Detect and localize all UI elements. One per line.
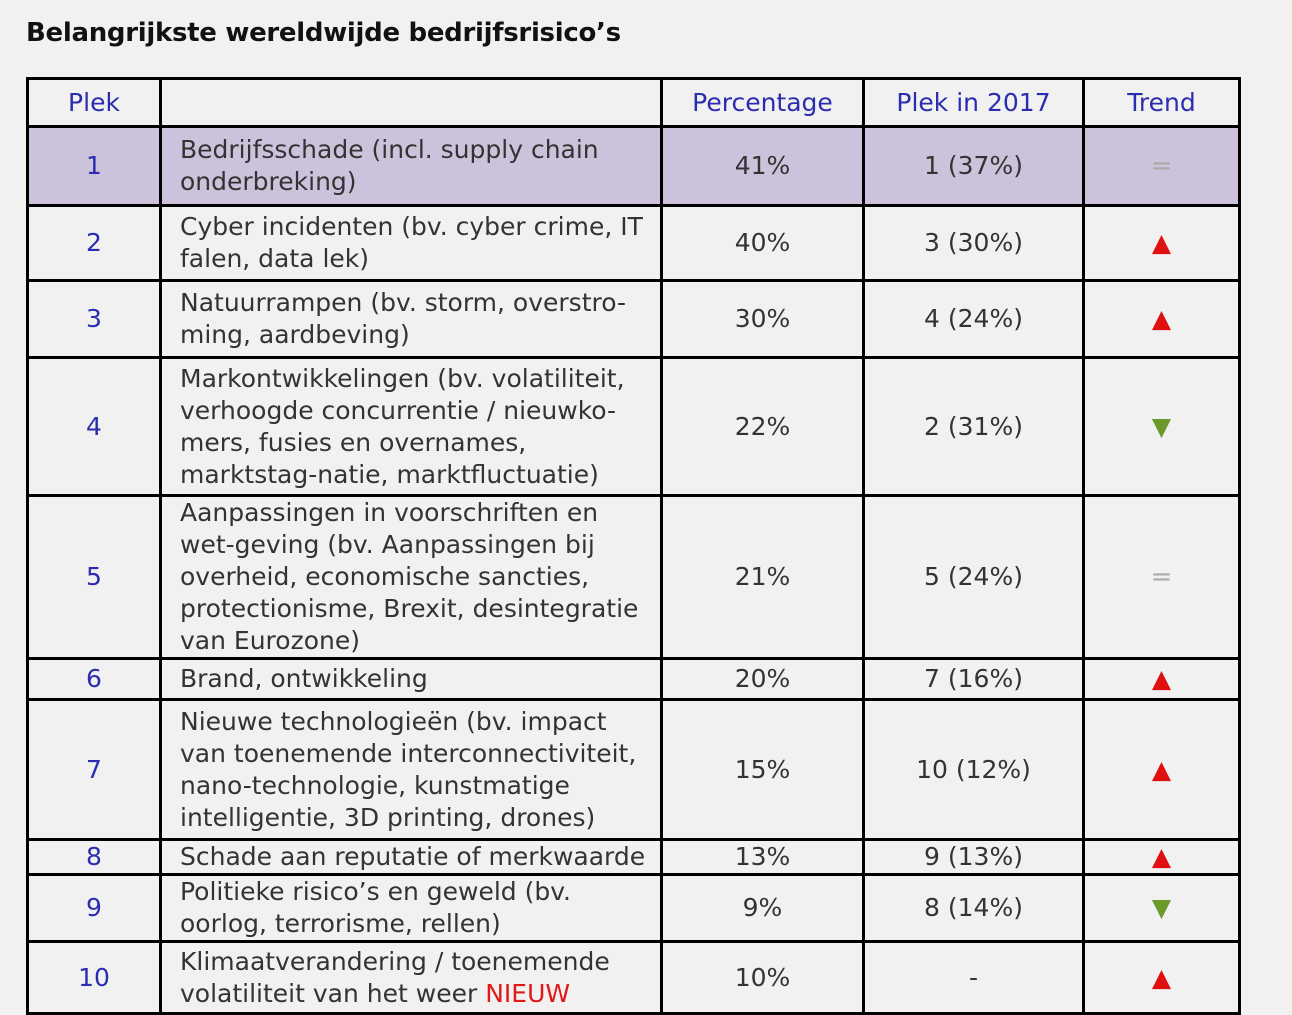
trend-up-icon: ▲ [1084, 840, 1240, 875]
table-row [28, 659, 1240, 700]
table-row [28, 281, 1240, 358]
rank-cell: 5 [28, 496, 161, 659]
rank-cell: 3 [28, 281, 161, 358]
trend-up-icon: ▲ [1084, 281, 1240, 358]
page-title: Belangrijkste wereldwijde bedrijfsrisico’s [26, 18, 621, 48]
rank-2017-cell: 5 (24%) [864, 496, 1084, 659]
table-row [28, 127, 1240, 206]
risk-cell [161, 358, 662, 496]
rank-2017-cell: 7 (16%) [864, 659, 1084, 700]
rank-2017-cell: 4 (24%) [864, 281, 1084, 358]
rank-2017-cell: 3 (30%) [864, 206, 1084, 281]
rank-cell: 7 [28, 700, 161, 840]
percentage-cell: 40% [662, 206, 864, 281]
rank-cell: 6 [28, 659, 161, 700]
risk-text: Cyber incidenten (bv. cyber crime, IT falen, data lek) [180, 212, 643, 273]
percentage-cell: 41% [662, 127, 864, 206]
percentage-cell: 20% [662, 659, 864, 700]
risk-text: Schade aan reputatie of merkwaarde [180, 842, 646, 871]
rank-cell: 10 [28, 942, 161, 1014]
header-risk [161, 79, 662, 127]
trend-equal-icon: = [1084, 127, 1240, 206]
risk-cell [161, 206, 662, 281]
rank-cell: 9 [28, 875, 161, 942]
table-row [28, 206, 1240, 281]
risk-cell [161, 875, 662, 942]
risk-text: Brand, ontwikkeling [180, 664, 428, 693]
trend-up-icon: ▲ [1084, 942, 1240, 1014]
new-badge: NIEUW [485, 978, 571, 1008]
risk-text: Aanpassingen in voorschriften en wet-geving (bv. Aanpassingen bij overheid, economische sancties, protectionisme, Brexit, desintegratie van Eurozone) [180, 498, 639, 655]
risk-cell [161, 127, 662, 206]
trend-down-icon: ▼ [1084, 358, 1240, 496]
rank-2017-cell: 10 (12%) [864, 700, 1084, 840]
table-row [28, 496, 1240, 659]
header-rank: Plek [28, 79, 161, 127]
percentage-cell: 10% [662, 942, 864, 1014]
rank-2017-cell: 1 (37%) [864, 127, 1084, 206]
percentage-cell: 22% [662, 358, 864, 496]
trend-equal-icon: = [1084, 496, 1240, 659]
header-percentage: Percentage [662, 79, 864, 127]
rank-2017-cell: 2 (31%) [864, 358, 1084, 496]
trend-up-icon: ▲ [1084, 659, 1240, 700]
table-row [28, 942, 1240, 1014]
percentage-cell: 21% [662, 496, 864, 659]
risk-text: Markontwikkelingen (bv. volatiliteit, verhoogde concurrentie / nieuwko-mers, fusies en overnames, marktstag-natie, marktfluctuatie) [180, 363, 625, 489]
risk-text: Nieuwe technologieën (bv. impact van toenemende interconnectiviteit, nano-technologie, kunstmatige intelligentie, 3D printing, drones) [180, 706, 637, 832]
table-row [28, 875, 1240, 942]
table-row [28, 700, 1240, 840]
rank-2017-cell: - [864, 942, 1084, 1014]
risk-cell [161, 942, 662, 1014]
rank-cell: 4 [28, 358, 161, 496]
trend-down-icon: ▼ [1084, 875, 1240, 942]
table-row [28, 840, 1240, 875]
rank-2017-cell: 8 (14%) [864, 875, 1084, 942]
percentage-cell: 13% [662, 840, 864, 875]
percentage-cell: 30% [662, 281, 864, 358]
rank-2017-cell: 9 (13%) [864, 840, 1084, 875]
header-rank-2017: Plek in 2017 [864, 79, 1084, 127]
risk-cell [161, 840, 662, 875]
risk-table [26, 77, 1241, 1015]
trend-up-icon: ▲ [1084, 206, 1240, 281]
rank-cell: 1 [28, 127, 161, 206]
risk-cell [161, 281, 662, 358]
rank-cell: 8 [28, 840, 161, 875]
risk-text: Natuurrampen (bv. storm, overstro-ming, aardbeving) [180, 288, 627, 349]
risk-cell [161, 659, 662, 700]
risk-cell [161, 700, 662, 840]
percentage-cell: 15% [662, 700, 864, 840]
risk-cell [161, 496, 662, 659]
header-trend: Trend [1084, 79, 1240, 127]
trend-up-icon: ▲ [1084, 700, 1240, 840]
rank-cell: 2 [28, 206, 161, 281]
risk-text: Politieke risico’s en geweld (bv. oorlog, terrorisme, rellen) [180, 877, 572, 938]
table-row [28, 358, 1240, 496]
risk-text: Bedrijfsschade (incl. supply chain onderbreking) [180, 135, 599, 196]
table-header-row [28, 79, 1240, 127]
percentage-cell: 9% [662, 875, 864, 942]
risk-text: Klimaatverandering / toenemende volatiliteit van het weer [180, 946, 610, 1008]
